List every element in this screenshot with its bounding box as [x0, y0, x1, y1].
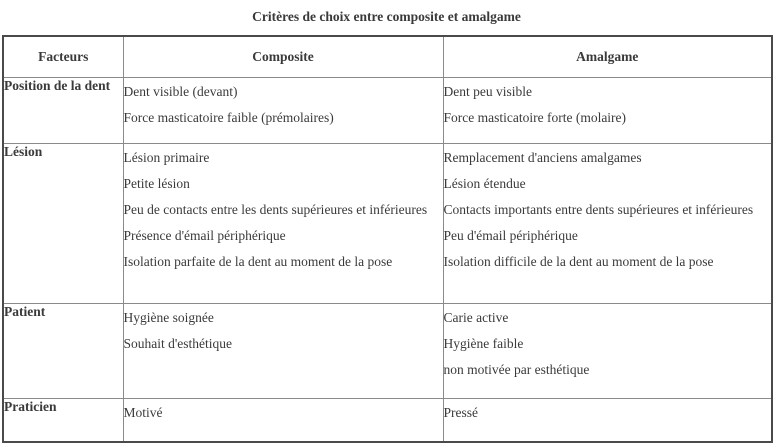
- composite-cell: [123, 78, 443, 144]
- list-item: Petite lésion: [123, 176, 190, 191]
- amalgam-cell: [443, 399, 772, 443]
- factor-cell: Lésion: [3, 144, 123, 304]
- list-item: Hygiène faible: [443, 336, 524, 351]
- header-amalgam: Amalgame: [443, 36, 772, 78]
- composite-cell: [123, 304, 443, 399]
- list-item: Contacts importants entre dents supérieures et inférieures: [443, 202, 754, 217]
- list-item: Peu d'émail périphérique: [443, 228, 578, 243]
- factor-cell: Patient: [3, 304, 123, 399]
- factor-cell: Praticien: [3, 399, 123, 443]
- header-factors: Facteurs: [3, 36, 123, 78]
- list-item: Motivé: [123, 405, 163, 420]
- list-item: Lésion étendue: [443, 176, 526, 191]
- table-caption: Critères de choix entre composite et amalgame: [252, 9, 521, 24]
- list-item: Dent peu visible: [443, 84, 532, 99]
- list-item: non motivée par esthétique: [443, 362, 590, 377]
- composite-cell: [123, 144, 443, 304]
- header-composite: Composite: [123, 36, 443, 78]
- factor-cell: Position de la dent: [3, 78, 123, 144]
- list-item: Force masticatoire faible (prémolaires): [123, 110, 334, 125]
- list-item: Isolation parfaite de la dent au moment de la pose: [123, 254, 393, 269]
- list-item: Remplacement d'anciens amalgames: [443, 150, 642, 165]
- table-row: [3, 144, 772, 304]
- list-item: Lésion primaire: [123, 150, 210, 165]
- amalgam-cell: [443, 144, 772, 304]
- amalgam-cell: [443, 304, 772, 399]
- list-item: Dent visible (devant): [123, 84, 238, 99]
- list-item: Carie active: [443, 310, 509, 325]
- list-item: Présence d'émail périphérique: [123, 228, 286, 243]
- table-row: [3, 399, 772, 443]
- list-item: Souhait d'esthétique: [123, 336, 233, 351]
- list-item: Force masticatoire forte (molaire): [443, 110, 627, 125]
- table-row: [3, 78, 772, 144]
- criteria-table: [2, 35, 773, 443]
- list-item: Pressé: [443, 405, 478, 420]
- list-item: Isolation difficile de la dent au moment de la pose: [443, 254, 714, 269]
- list-item: Peu de contacts entre les dents supérieures et inférieures: [123, 202, 428, 217]
- composite-cell: [123, 399, 443, 443]
- amalgam-cell: [443, 78, 772, 144]
- table-row: [3, 304, 772, 399]
- table-header-row: [3, 36, 772, 78]
- list-item: Hygiène soignée: [123, 310, 214, 325]
